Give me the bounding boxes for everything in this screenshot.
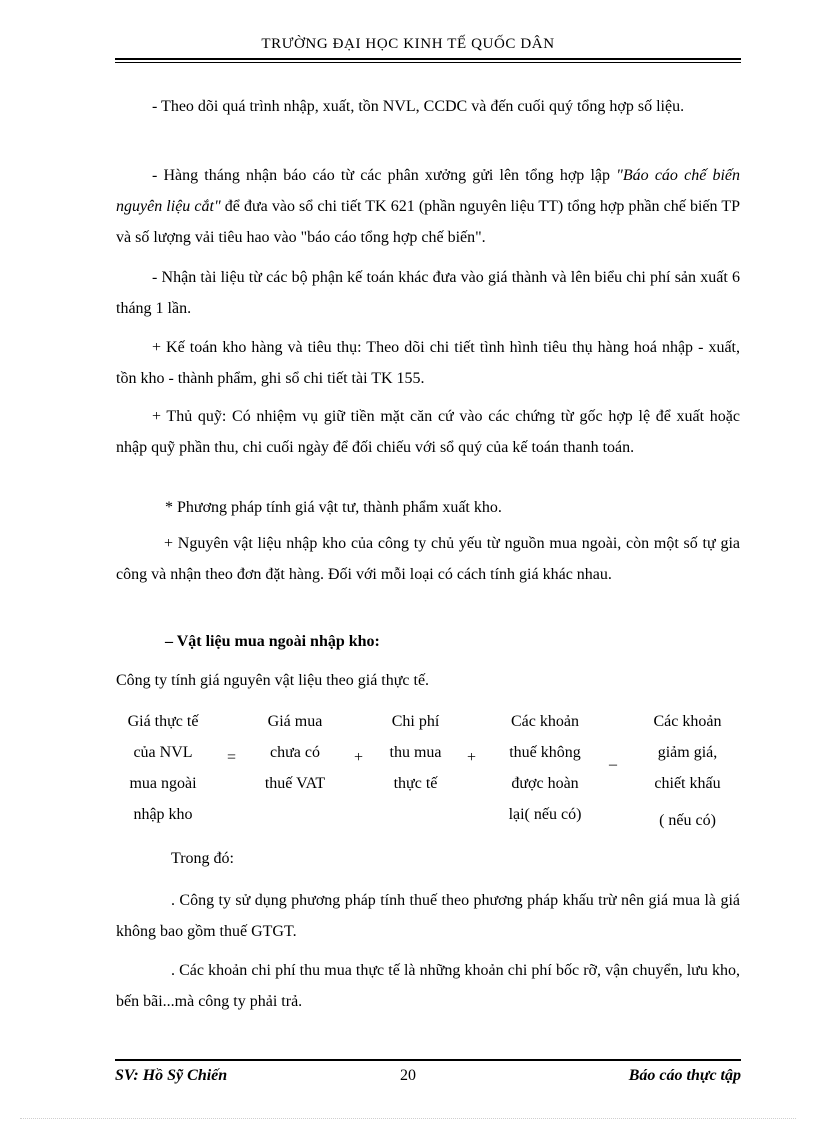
formula-text: thuế VAT [264,775,326,792]
formula-text: Giá mua [267,713,323,730]
report-title: Báo cáo thực tập [628,1067,741,1084]
where-label: Trong đó: [171,850,234,867]
formula-text: giảm giá, [657,744,718,761]
formula-text: thu mua [389,744,442,761]
paragraph-2-italic: "Báo cáo chế biến nguyên liệu cắt" [116,167,741,215]
formula-text: chưa có [270,744,320,761]
minus-sign: – [609,756,617,773]
paragraph-4: + Kế toán kho hàng và tiêu thụ: Theo dõi chi tiết tình hình tiêu thụ hàng hoá nhập - xuất, tồn kho - thành phẩm, ghi sổ chi tiết tài TK 155. [116,339,740,387]
intro-line: Công ty tính giá nguyên vật liệu theo giá thực tế. [116,672,430,689]
formula-text: thực tế [393,775,438,792]
formula-text: nhập kho [133,806,193,823]
formula-text: thuế không [509,744,581,761]
paragraph-5: + Thủ quỹ: Có nhiệm vụ giữ tiền mặt căn cứ vào các chứng từ gốc hợp lệ để xuất hoặc nhập quỹ phần thu, chi cuối ngày để đối chiếu với sổ quý của kế toán thanh toán. [116,408,740,456]
header-rule [115,58,741,60]
formula-text: Các khoản [511,713,579,730]
page-edge-dotted-line [20,1118,796,1119]
formula-col-discounts [630,706,745,836]
paragraph-2-text-a: - Hàng tháng nhận báo cáo từ các phân xưởng gửi lên tổng hợp lập [152,167,617,184]
paragraph-1: - Theo dõi quá trình nhập, xuất, tồn NVL, CCDC và đến cuối quý tổng hợp số liệu. [152,98,685,115]
plus-sign: + [354,749,364,766]
paragraph-2-text-b: để đưa vào sổ chi tiết TK 621 (phần nguyên liệu TT) tổng hợp phần chế biến TP và số lượng vải tiêu hao vào "báo cáo tổng hợp chế biến". [116,198,740,246]
formula-col-purchase-price [245,706,345,799]
equals-sign: = [227,749,237,766]
formula-text: Các khoản [653,713,722,730]
formula-col-actual-price [108,706,218,830]
formula-text: của NVL [133,744,193,761]
formula-col-purchase-cost [373,706,458,799]
paragraph-2 [116,160,740,253]
formula-col-non-refundable-tax [490,706,600,830]
section-heading: – Vật liệu mua ngoài nhập kho: [165,633,380,650]
paragraph-7: + Nguyên vật liệu nhập kho của công ty chủ yếu từ nguồn mua ngoài, còn một số tự gia công và nhận theo đơn đặt hàng. Đối với mỗi loại có cách tính giá khác nhau. [116,535,740,583]
formula-text: ( nếu có) [659,812,716,829]
student-name: SV: Hồ Sỹ Chiến [115,1067,228,1084]
formula-text: Giá thực tế [127,713,199,730]
plus-sign: + [467,749,477,766]
formula-text: chiết khấu [654,775,721,792]
paragraph-3: - Nhận tài liệu từ các bộ phận kế toán khác đưa vào giá thành và lên biểu chi phí sản xuất 6 tháng 1 lần. [116,269,740,317]
formula-text: mua ngoài [129,775,197,792]
university-title: TRƯỜNG ĐẠI HỌC KINH TẾ QUỐC DÂN [261,36,555,52]
formula-text: lại( nếu có) [508,806,582,823]
header-rule-thin [115,62,741,63]
paragraph-8: . Công ty sử dụng phương pháp tính thuế theo phương pháp khấu trừ nên giá mua là giá không bao gồm thuế GTGT. [116,892,740,940]
formula-text: Chi phí [391,713,440,730]
formula-text: được hoàn [511,775,579,792]
paragraph-6: * Phương pháp tính giá vật tư, thành phẩm xuất kho. [165,499,502,516]
paragraph-9: . Các khoản chi phí thu mua thực tế là những khoản chi phí bốc rỡ, vận chuyển, lưu kho, bến bãi...mà công ty phải trả. [116,962,740,1010]
footer-rule [115,1059,741,1061]
page-number: 20 [400,1067,416,1084]
